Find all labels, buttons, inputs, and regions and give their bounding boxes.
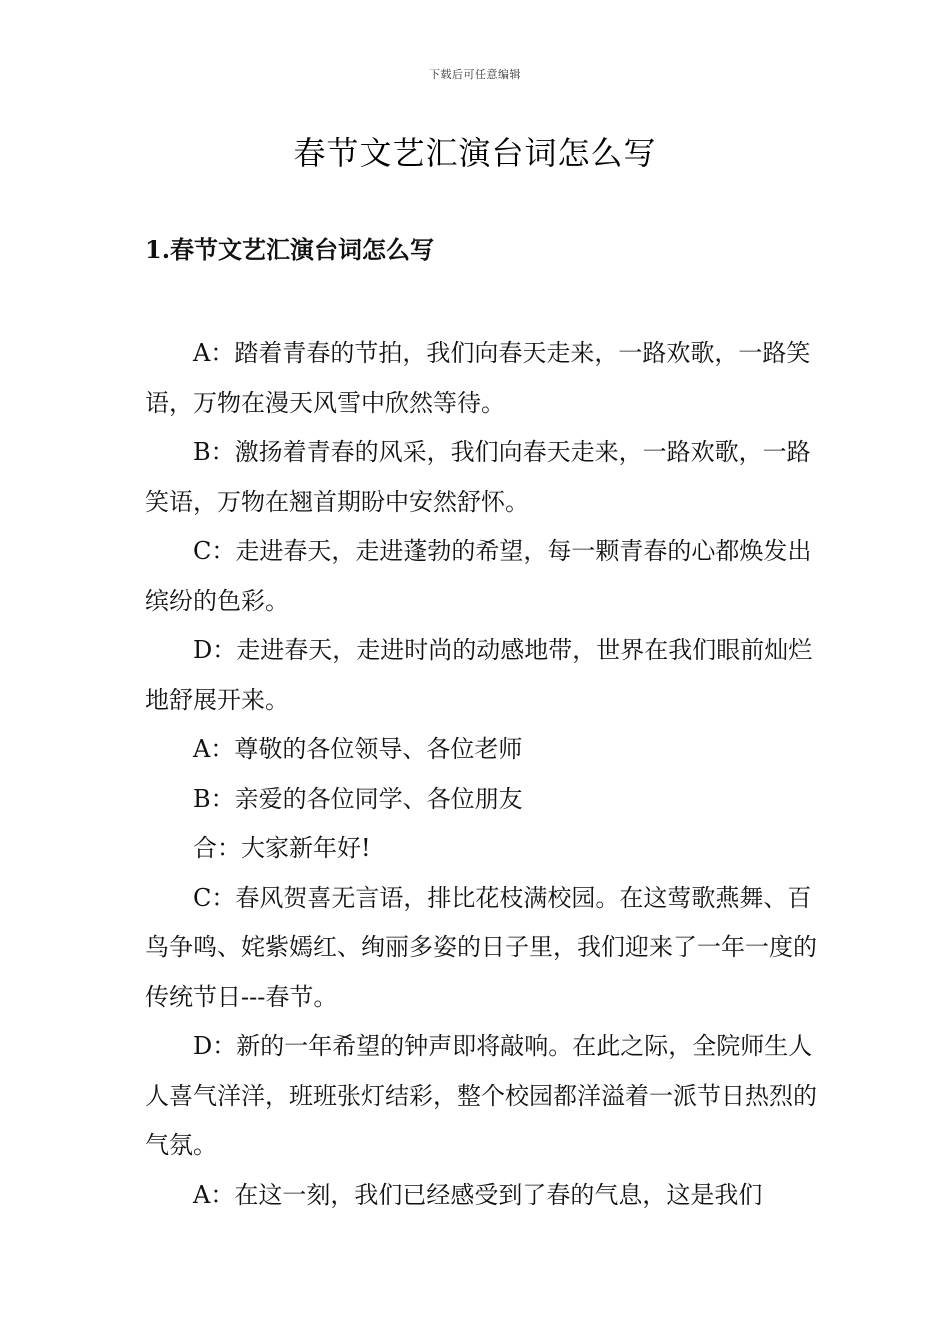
paragraph: C：春风贺喜无言语，排比花枝满校园。在这莺歌燕舞、百鸟争鸣、姹紫嫣红、绚丽多姿的日子里，我们迎来了一年一度的传统节日---春节。 [145,883,817,1011]
paragraph: C：走进春天，走进蓬勃的希望，每一颗青春的心都焕发出缤纷的色彩。 [145,537,812,615]
paragraph: 合：大家新年好! [193,834,371,862]
section-heading: 1.春节文艺汇演台词怎么写 [145,235,435,264]
paragraph: A：踏着青春的节拍，我们向春天走来，一路欢歌，一路笑语，万物在漫天风雪中欣然等待。 [145,339,811,417]
paragraph: B：亲爱的各位同学、各位朋友 [193,784,523,813]
paragraph: D：走进春天，走进时尚的动感地带，世界在我们眼前灿烂地舒展开来。 [145,636,813,714]
header-note: 下载后可任意编辑 [429,68,521,81]
paragraph: A：尊敬的各位领导、各位老师 [193,735,523,763]
body-text [145,329,825,1220]
paragraph: A：在这一刻，我们已经感受到了春的气息，这是我们 [193,1180,763,1209]
paragraph: B：激扬着青春的风采，我们向春天走来，一路欢歌，一路笑语，万物在翘首期盼中安然舒怀。 [145,438,811,516]
document-title: 春节文艺汇演台词怎么写 [293,134,657,172]
paragraph: D：新的一年希望的钟声即将敲响。在此之际，全院师生人人喜气洋洋，班班张灯结彩，整个校园都洋溢着一派节日热烈的气氛。 [145,1032,817,1159]
